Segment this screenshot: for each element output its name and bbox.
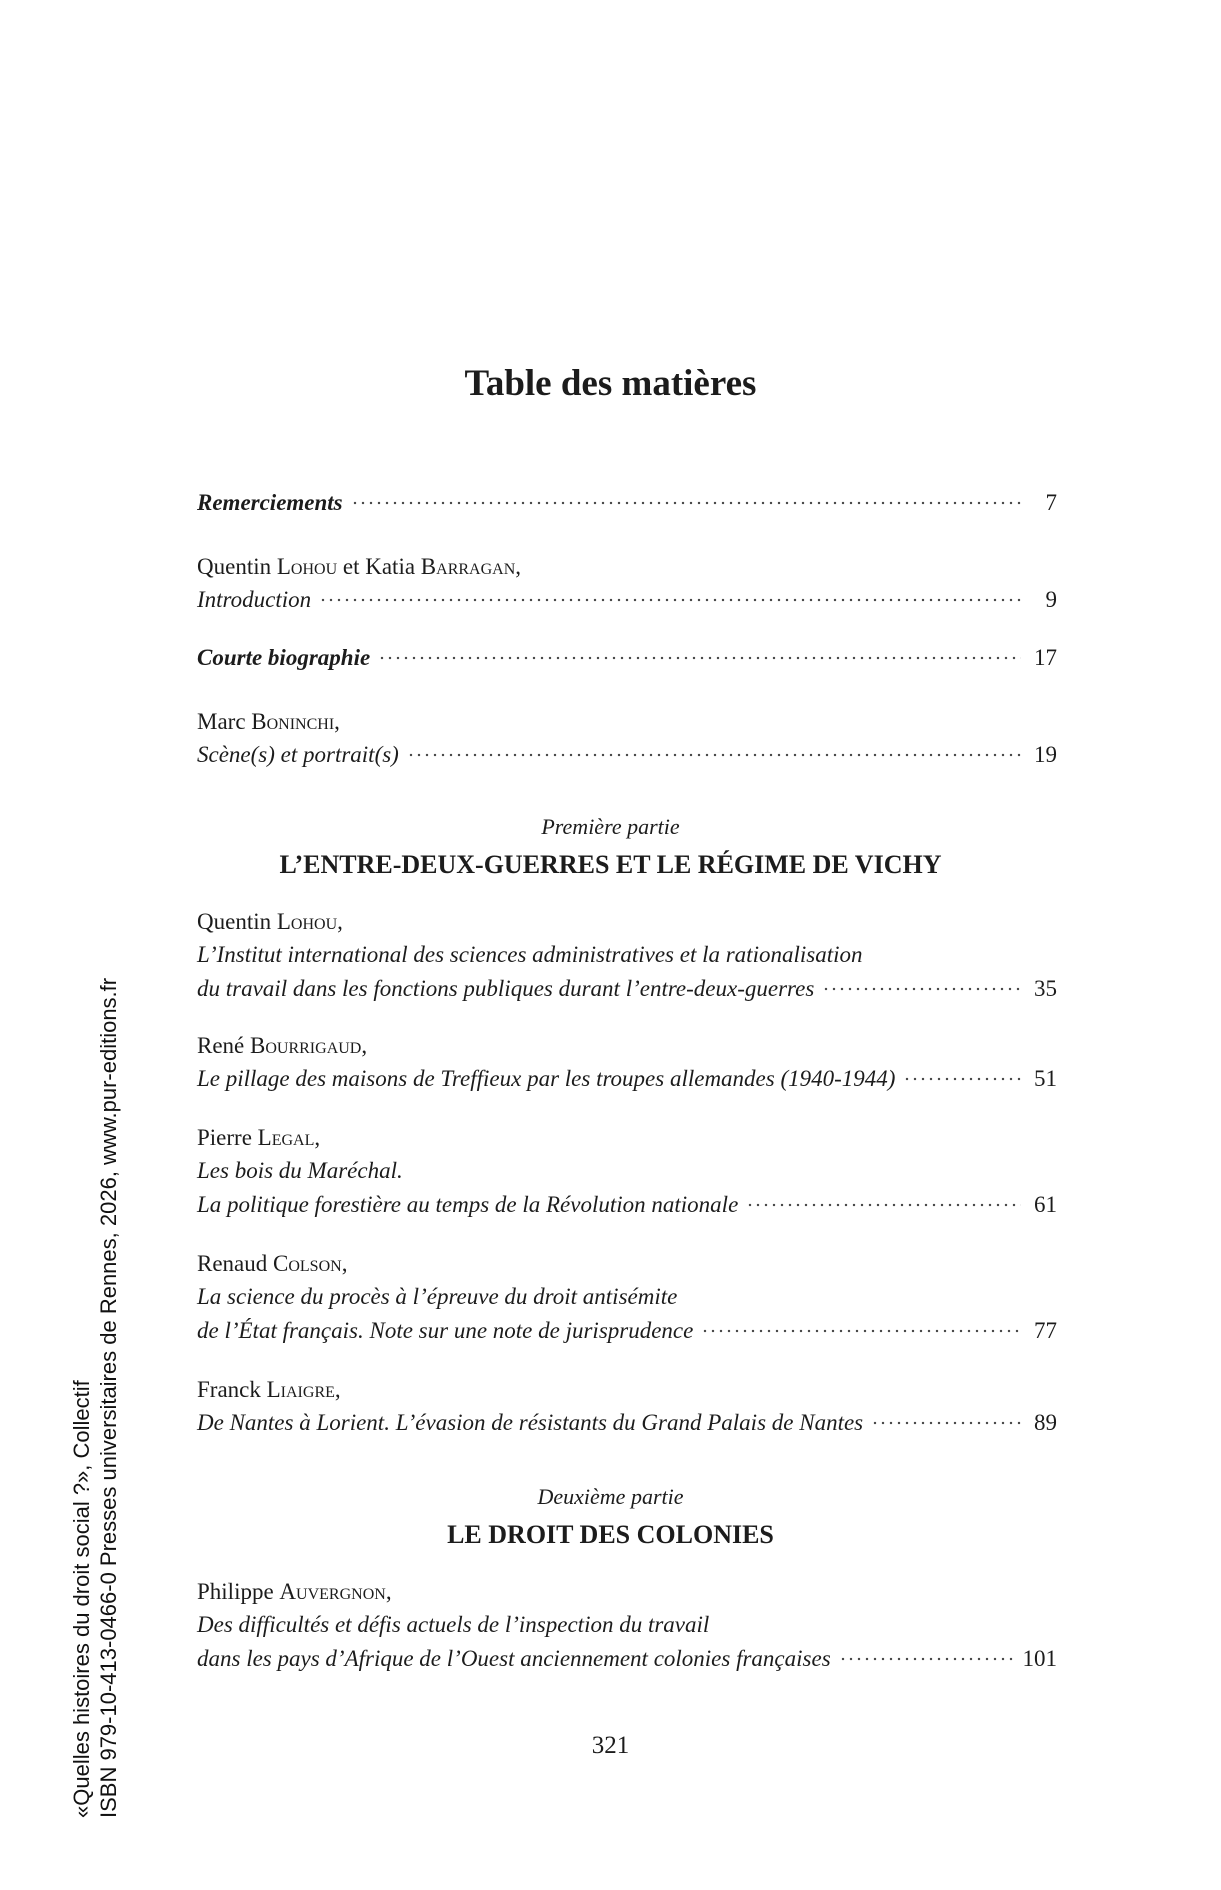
- page-number: 17: [1034, 645, 1057, 670]
- entry-title: Courte biographie: [197, 645, 371, 670]
- part-title: LE DROIT DES COLONIES: [447, 1520, 774, 1549]
- toc-entry-colson[interactable]: [197, 1248, 1057, 1348]
- part-title: L’ENTRE-DEUX-GUERRES ET LE RÉGIME DE VICHY: [279, 850, 942, 879]
- entry-title: Le pillage des maisons de Treffieux par les troupes allemandes (1940-1944): [197, 1066, 896, 1091]
- entry-author: Philippe Auvergnon,: [197, 1579, 392, 1604]
- entry-title: de l’État français. Note sur une note de jurisprudence: [197, 1318, 694, 1343]
- entry-author: Franck Liaigre,: [197, 1377, 341, 1402]
- page-number: 9: [1045, 587, 1057, 612]
- dot-leader: [701, 1326, 1021, 1336]
- page-number: 51: [1034, 1066, 1057, 1091]
- toc-entry-boninchi[interactable]: [197, 706, 1057, 772]
- dot-leader: [746, 1200, 1021, 1210]
- dot-leader: [903, 1074, 1021, 1084]
- notice-line-isbn: ISBN 979-10-413-0466-0 Presses universitaires de Rennes, 2026, www.pur-editions.fr: [96, 977, 121, 1818]
- entry-title: dans les pays d’Afrique de l’Ouest anciennement colonies françaises: [197, 1646, 831, 1671]
- toc-entry-lohou[interactable]: [197, 906, 1057, 1006]
- toc-entry-bourrigaud[interactable]: [197, 1030, 1057, 1096]
- dot-leader: [407, 750, 1021, 760]
- page-number: 89: [1034, 1410, 1057, 1435]
- entry-title-line: Des difficultés et défis actuels de l’inspection du travail: [197, 1612, 710, 1637]
- entry-author: Renaud Colson,: [197, 1251, 348, 1276]
- entry-title: Scène(s) et portrait(s): [197, 742, 399, 767]
- toc-entry-legal[interactable]: [197, 1122, 1057, 1222]
- vertical-copyright-notice: [68, 858, 138, 1818]
- notice-line-title: «Quelles histoires du droit social ?», Collectif: [69, 1380, 94, 1818]
- part-label: Première partie: [541, 814, 680, 839]
- entry-author: René Bourrigaud,: [197, 1033, 368, 1058]
- entry-title-line: L’Institut international des sciences administratives et la rationalisation: [197, 942, 863, 967]
- entry-title: Introduction: [197, 587, 312, 612]
- page-number: 77: [1034, 1318, 1057, 1343]
- toc-entry-auvergnon[interactable]: [197, 1576, 1057, 1676]
- entry-title-line: Les bois du Maréchal.: [197, 1158, 403, 1183]
- dot-leader: [871, 1418, 1021, 1428]
- toc-entry-remerciements[interactable]: [197, 486, 1057, 520]
- toc-entry-introduction[interactable]: [197, 551, 1057, 617]
- entry-title: Remerciements: [197, 490, 343, 515]
- page-number: 35: [1034, 976, 1057, 1001]
- dot-leader: [319, 595, 1021, 605]
- dot-leader: [839, 1654, 1015, 1664]
- dot-leader: [822, 984, 1021, 994]
- page-number: 101: [1022, 1646, 1057, 1671]
- entry-title: De Nantes à Lorient. L’évasion de résistants du Grand Palais de Nantes: [197, 1410, 864, 1435]
- page-number: 61: [1034, 1192, 1057, 1217]
- dot-leader: [351, 498, 1021, 508]
- page-number: 19: [1034, 742, 1057, 767]
- entry-author: Marc Boninchi,: [197, 709, 340, 734]
- entry-title-line: La science du procès à l’épreuve du droit antisémite: [197, 1284, 678, 1309]
- page-folio: 321: [591, 1732, 630, 1759]
- entry-title: du travail dans les fonctions publiques durant l’entre-deux-guerres: [197, 976, 815, 1001]
- toc-entry-liaigre[interactable]: [197, 1374, 1057, 1440]
- page-number: 7: [1045, 490, 1057, 515]
- page-title: Table des matières: [464, 363, 757, 404]
- entry-author: Quentin Lohou,: [197, 909, 343, 934]
- dot-leader: [378, 653, 1021, 663]
- entry-author: Pierre Legal,: [197, 1125, 321, 1150]
- entry-author: Quentin Lohou et Katia Barragan,: [197, 554, 522, 579]
- part-label: Deuxième partie: [537, 1484, 684, 1509]
- toc-entry-courte-biographie[interactable]: [197, 641, 1057, 675]
- entry-title: La politique forestière au temps de la Révolution nationale: [197, 1192, 739, 1217]
